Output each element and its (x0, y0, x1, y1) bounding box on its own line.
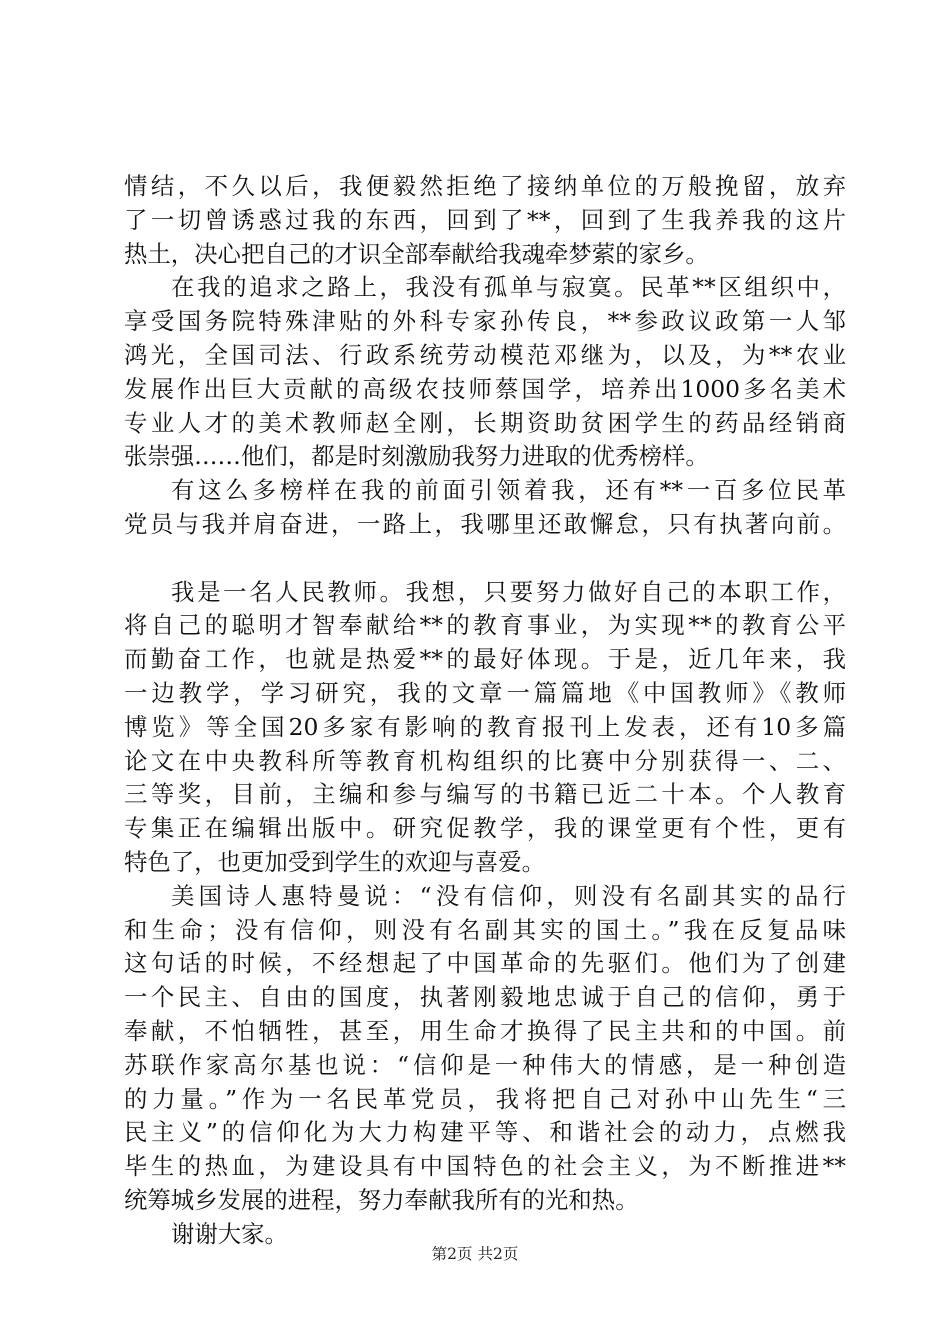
text-line: 张崇强……他们，都是时刻激励我努力进取的优秀榜样。 (124, 442, 709, 471)
text-line: 这句话的时候，不经想起了中国革命的先驱们。他们为了创建 (124, 949, 846, 978)
paragraph-role-models (124, 271, 846, 474)
text-line: 鸿光，全国司法、行政系统劳动模范邓继为，以及，为**农业 (124, 340, 846, 369)
text-line: 我是一名人民教师。我想，只要努力做好自己的本职工作， (171, 577, 846, 606)
text-line: 特色了，也更加受到学生的欢迎与喜爱。 (124, 847, 546, 876)
text-line: 毕生的热血，为建设具有中国特色的社会主义，为不断推进** (124, 1152, 846, 1181)
text-line: 在我的追求之路上，我没有孤单与寂寞。民革**区组织中， (171, 273, 846, 302)
text-line: 美国诗人惠特曼说：“没有信仰，则没有名副其实的品行 (171, 881, 846, 910)
text-line: 和生命；没有信仰，则没有名副其实的国土。”我在反复品味 (124, 915, 846, 944)
text-line: 一边教学，学习研究，我的文章一篇篇地《中国教师》《教师 (124, 678, 846, 707)
text-line: 了一切曾诱惑过我的东西，回到了**，回到了生我养我的这片 (124, 205, 846, 234)
text-line: 博览》等全国20多家有影响的教育报刊上发表，还有10多篇 (124, 712, 846, 741)
text-line: 有这么多榜样在我的前面引领着我，还有**一百多位民革 (171, 476, 846, 505)
text-line: 热土，决心把自己的才识全部奉献给我魂牵梦萦的家乡。 (124, 239, 709, 268)
text-line: 奉献，不怕牺牲，甚至，用生命才换得了民主共和的中国。前 (124, 1016, 846, 1045)
paragraph-belief (124, 880, 846, 1218)
document-body (124, 170, 846, 1252)
text-line: 苏联作家高尔基也说：“信仰是一种伟大的情感，是一种创造 (124, 1050, 846, 1079)
text-line: 将自己的聪明才智奉献给**的教育事业，为实现**的教育公平 (124, 611, 846, 640)
text-line: 的力量。”作为一名民革党员，我将把自己对孙中山先生“三 (124, 1084, 846, 1113)
text-line: 情结，不久以后，我便毅然拒绝了接纳单位的万般挽留，放弃 (124, 172, 846, 200)
text-line: 论文在中央教科所等教育机构组织的比赛中分别获得一、二、 (124, 746, 846, 775)
page-footer (0, 1244, 950, 1264)
text-line: 而勤奋工作，也就是热爱**的最好体现。于是，近几年来，我 (124, 645, 846, 674)
text-line: 民主义”的信仰化为大力构建平等、和谐社会的动力，点燃我 (124, 1118, 846, 1147)
text-line: 专集正在编辑出版中。研究促教学，我的课堂更有个性，更有 (124, 814, 846, 843)
text-line: 谢谢大家。 (171, 1219, 288, 1248)
text-line: 发展作出巨大贡献的高级农技师蔡国学，培养出1000多名美术 (124, 374, 846, 403)
text-line: 享受国务院特殊津贴的外科专家孙传良，**参政议政第一人邹 (124, 307, 846, 336)
paragraph-moving-forward (124, 474, 846, 542)
text-line: 一个民主、自由的国度，执著刚毅地忠诚于自己的信仰，勇于 (124, 983, 846, 1012)
page-number: 第2页 共2页 (431, 1245, 519, 1263)
text-line: 统筹城乡发展的进程，努力奉献我所有的光和热。 (124, 1185, 639, 1214)
text-line: 三等奖，目前，主编和参与编写的书籍已近二十本。个人教育 (124, 780, 846, 809)
text-line: 党员与我并肩奋进，一路上，我哪里还敢懈怠，只有执著向前。 (124, 509, 846, 538)
paragraph-gap (124, 542, 846, 576)
text-line: 专业人才的美术教师赵全刚，长期资助贫困学生的药品经销商 (124, 408, 846, 437)
paragraph-teacher (124, 576, 846, 880)
paragraph-homecoming (124, 170, 846, 271)
